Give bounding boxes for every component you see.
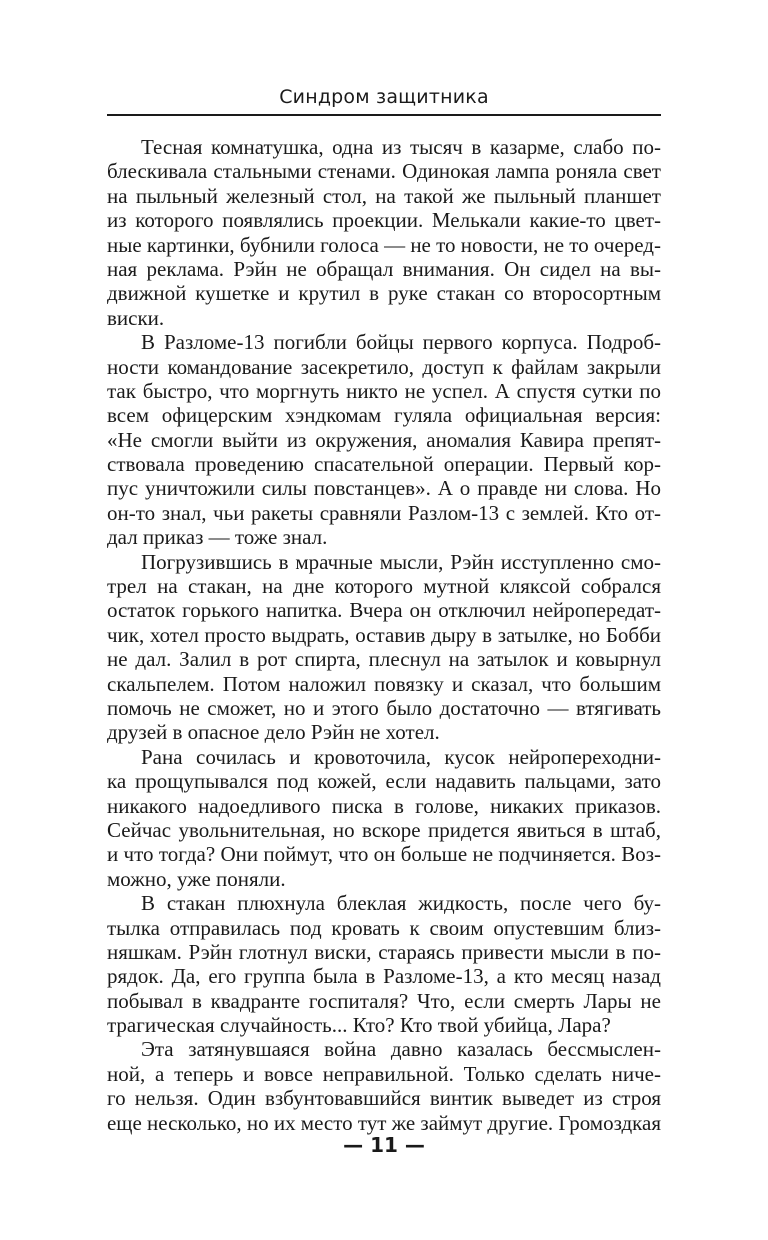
text-line: и что тогда? Они поймут, что он больше не подчиняется. Воз- [107,842,661,867]
text-line: движной кушетке и крутил в руке стакан со второсортным [107,281,661,306]
paragraph [107,1037,661,1135]
text-line: еще несколько, но их место тут же займут другие. Громоздкая [107,1110,661,1135]
text-line: друзей в опасное дело Рэйн не хотел. [107,720,440,745]
text-line: Рана сочилась и кровоточила, кусок нейропереходни- [141,744,661,769]
text-line: никакого надоедливого писка в голове, никаких приказов. [107,793,661,818]
text-line: трагическая случайность... Кто? Кто твой убийца, Лара? [107,1013,611,1038]
header-rule [107,114,661,116]
text-line: он-то знал, чьи ракеты сравняли Разлом-13 с землей. Кто от- [107,500,661,525]
text-line: так быстро, что моргнуть никто не успел. А спустя сутки по [107,378,661,403]
running-title: Синдром защитника [279,86,489,108]
text-line: не дал. Залил в рот спирта, плеснул на затылок и ковырнул [107,647,661,672]
text-line: ная реклама. Рэйн не обращал внимания. Он сидел на вы- [107,256,661,281]
paragraph [107,330,661,550]
page-number: — 11 — [343,1133,425,1157]
text-line: блескивала стальными стенами. Одинокая лампа роняла свет [107,159,661,184]
text-line: ка прощупывался под кожей, если надавить пальцами, зато [107,769,661,794]
text-line: побывал в квадранте госпиталя? Что, если смерть Лары не [107,988,661,1013]
text-line: Эта затянувшаяся война давно казалась бессмыслен- [141,1037,661,1062]
text-line: го нельзя. Один взбунтовавшийся винтик выведет из строя [107,1086,661,1111]
text-line: Сейчас увольнительная, но вскоре придется явиться в штаб, [107,817,661,842]
paragraph [107,135,661,330]
text-line: «Не смогли выйти из окружения, аномалия Кавира препят- [107,427,661,452]
text-line: ности командование засекретило, доступ к файлам закрыли [107,354,661,379]
paragraph [107,891,661,1037]
text-line: В стакан плюхнула блеклая жидкость, после чего бу- [141,891,661,916]
text-line: на пыльный железный стол, на такой же пыльный планшет [107,183,661,208]
text-line: трел на стакан, на дне которого мутной кляксой собрался [107,574,661,599]
text-line: помочь не сможет, но и этого было достаточно — втягивать [107,695,661,720]
text-line: тылка отправилась под кровать к своим опустевшим близ- [107,915,661,940]
text-line: остаток горького напитка. Вчера он отключил нейропередат- [107,598,661,623]
text-line: пус уничтожили силы повстанцев». А о правде ни слова. Но [107,476,661,501]
text-line: всем офицерским хэндкомам гуляла официальная версия: [107,403,661,428]
text-line: ные картинки, бубнили голоса — не то новости, не то очеред- [107,232,661,257]
text-line: ствовала проведению спасательной операции. Первый кор- [107,452,661,477]
text-line: чик, хотел просто выдрать, оставив дыру в затылке, но Бобби [107,622,661,647]
text-line: Тесная комнатушка, одна из тысяч в казарме, слабо по- [141,135,661,159]
text-line: скальпелем. Потом наложил повязку и сказал, что большим [107,671,661,696]
text-line: В Разломе-13 погибли бойцы первого корпуса. Подроб- [141,330,661,355]
text-line: Погрузившись в мрачные мысли, Рэйн исступленно смо- [141,549,661,574]
text-line: дал приказ — тоже знал. [107,525,328,550]
text-line: няшкам. Рэйн глотнул виски, стараясь привести мысли в по- [107,939,661,964]
paragraph [107,550,661,745]
text-line: рядок. Да, его группа была в Разломе-13, а кто месяц назад [107,964,661,989]
body-text [107,135,661,1135]
text-line: виски. [107,305,165,330]
text-line: можно, уже поняли. [107,866,286,891]
text-line: из которого появлялись проекции. Мелькали какие-то цвет- [107,208,661,233]
paragraph [107,745,661,891]
text-line: ной, а теперь и вовсе неправильной. Только сделать ниче- [107,1061,661,1086]
